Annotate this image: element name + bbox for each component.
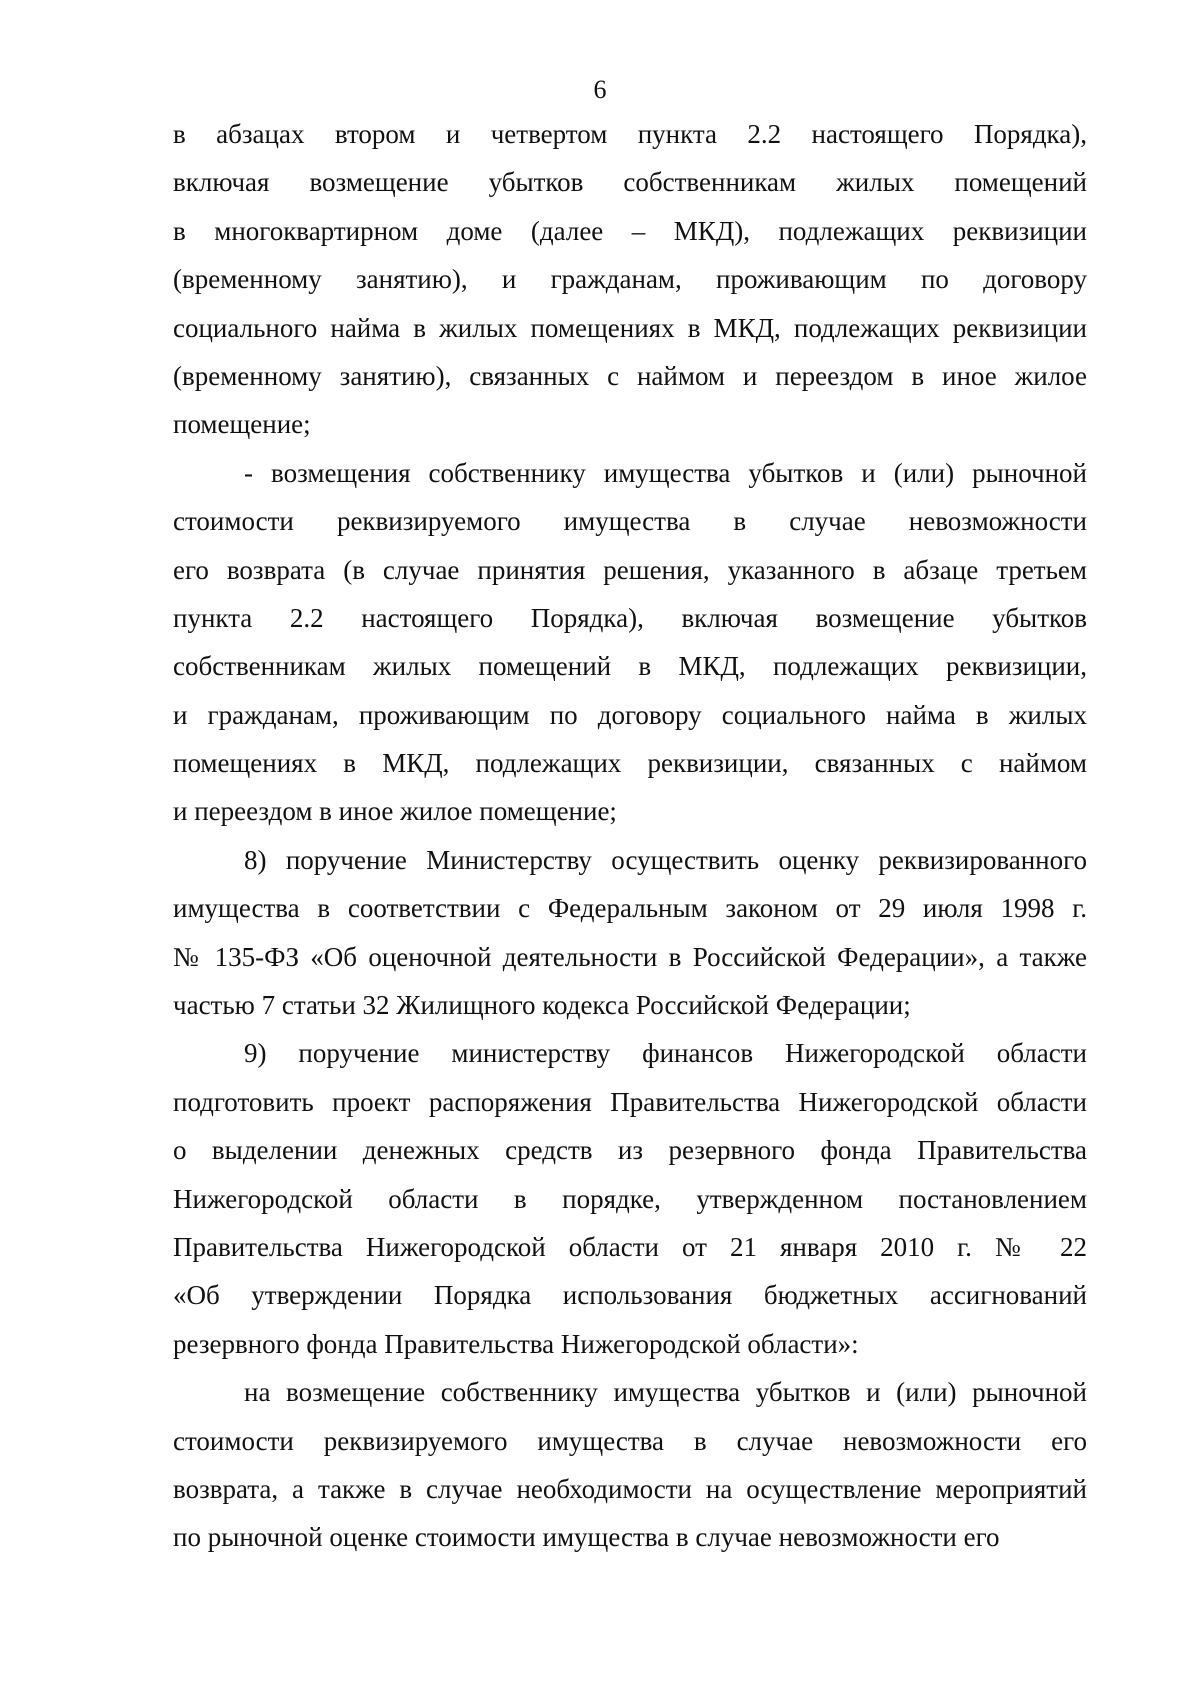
text-line: на возмещение собственнику имущества убытков и (или) рыночной bbox=[244, 1377, 1087, 1408]
paragraph bbox=[173, 836, 1087, 1030]
text-line: социального найма в жилых помещениях в МКД, подлежащих реквизиции bbox=[173, 312, 1087, 343]
text-line: Нижегородской области в порядке, утвержденном постановлением bbox=[173, 1183, 1087, 1214]
paragraph bbox=[173, 449, 1087, 836]
text-line: «Об утверждении Порядка использования бюджетных ассигнований bbox=[173, 1280, 1087, 1311]
text-line: о выделении денежных средств из резервного фонда Правительства bbox=[173, 1135, 1087, 1166]
text-line: (временному занятию), связанных с наймом и переездом в иное жилое bbox=[173, 360, 1087, 391]
text-line: частью 7 статьи 32 Жилищного кодекса Российской Федерации; bbox=[173, 990, 911, 1021]
paragraph bbox=[173, 1029, 1087, 1368]
text-line: помещениях в МКД, подлежащих реквизиции, связанных с наймом bbox=[173, 748, 1087, 779]
text-line: включая возмещение убытков собственникам жилых помещений bbox=[173, 167, 1087, 198]
paragraph bbox=[173, 110, 1087, 449]
text-line: и гражданам, проживающим по договору социального найма в жилых bbox=[173, 699, 1087, 730]
text-line: резервного фонда Правительства Нижегородской области»: bbox=[173, 1328, 859, 1359]
text-line: 9) поручение министерству финансов Нижегородской области bbox=[244, 1038, 1087, 1069]
text-line: собственникам жилых помещений в МКД, подлежащих реквизиции, bbox=[173, 651, 1087, 682]
text-line: стоимости реквизируемого имущества в случае невозможности bbox=[173, 506, 1087, 537]
text-line: стоимости реквизируемого имущества в случае невозможности его bbox=[173, 1425, 1087, 1456]
text-line: помещение; bbox=[173, 409, 311, 440]
text-line: в многоквартирном доме (далее – МКД), подлежащих реквизиции bbox=[173, 215, 1087, 246]
text-line: 8) поручение Министерству осуществить оценку реквизированного bbox=[244, 844, 1087, 875]
document-body bbox=[173, 110, 1087, 1562]
text-line: его возврата (в случае принятия решения, указанного в абзаце третьем bbox=[173, 554, 1087, 585]
text-line: и переездом в иное жилое помещение; bbox=[173, 796, 617, 827]
text-line: пункта 2.2 настоящего Порядка), включая возмещение убытков bbox=[173, 602, 1087, 633]
text-line: подготовить проект распоряжения Правительства Нижегородской области bbox=[173, 1086, 1087, 1117]
text-line: возврата, а также в случае необходимости на осуществление мероприятий bbox=[173, 1473, 1087, 1504]
text-line: - возмещения собственнику имущества убытков и (или) рыночной bbox=[244, 457, 1087, 488]
page-number: 6 bbox=[593, 75, 607, 104]
text-line: Правительства Нижегородской области от 21 января 2010 г. № 22 bbox=[173, 1231, 1087, 1262]
text-line: в абзацах втором и четвертом пункта 2.2 настоящего Порядка), bbox=[173, 119, 1087, 149]
paragraph bbox=[173, 1368, 1087, 1562]
text-line: (временному занятию), и гражданам, проживающим по договору bbox=[173, 264, 1087, 295]
text-line: имущества в соответствии с Федеральным законом от 29 июля 1998 г. bbox=[173, 893, 1087, 924]
text-line: № 135-ФЗ «Об оценочной деятельности в Российской Федерации», а также bbox=[173, 941, 1087, 972]
text-line: по рыночной оценке стоимости имущества в случае невозможности его bbox=[173, 1522, 1000, 1553]
